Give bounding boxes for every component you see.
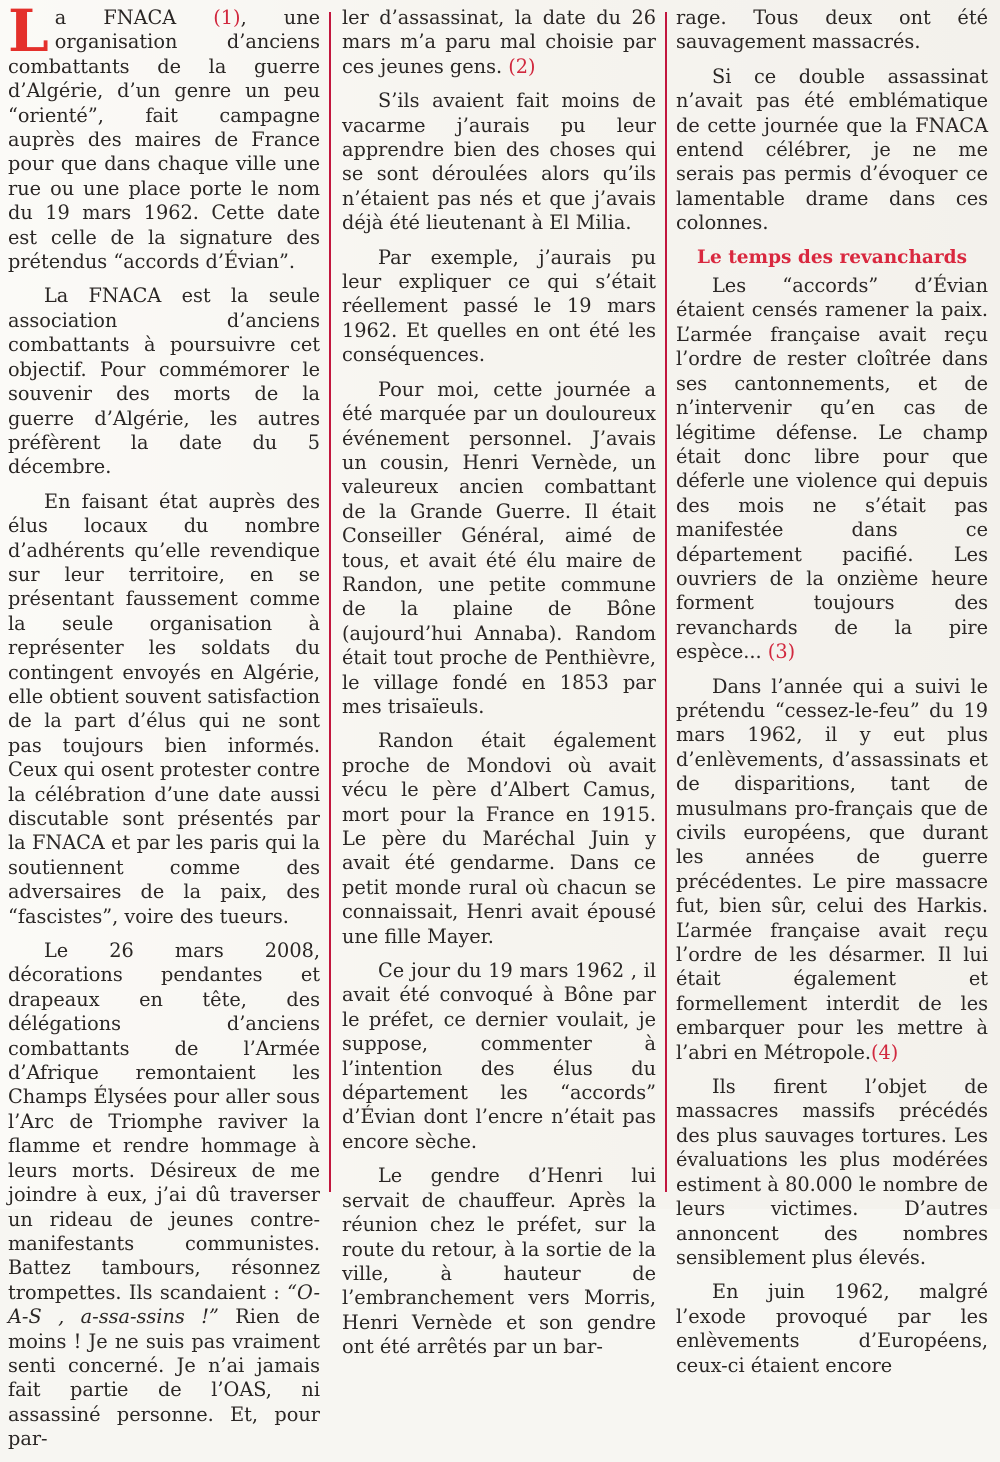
footnote-ref: (3): [767, 640, 796, 664]
paragraph: Ce jour du 19 mars 1962 , il avait été convoqué à Bône par le préfet, ce dernier voulait, je suppose, commenter à l’intention des élus du département les “accords” d’Évian dont l’encre n’était pas encore sèche.: [342, 959, 656, 1153]
article-column-2: [342, 6, 656, 1370]
paragraph: Pour moi, cette journée a été marquée par un douloureux événement personnel. J’avais un cousin, Henri Vernède, un valeureux ancien combattant de la Grande Guerre. Il était Conseiller Général, aimé de tous, et avait été élu maire de Randon, une petite commune de la plaine de Bône (aujourd’hui Annaba). Random était tout proche de Penthièvre, le village fondé en 1853 par mes trisaïeuls.: [342, 377, 656, 718]
article-column-1: [8, 0, 320, 1462]
paragraph: S’ils avaient fait moins de vacarme j’aurais pu leur apprendre bien des choses qui se sont déroulées alors qu’ils n’étaient pas nés et que j’avais déjà été lieutenant à El Milia.: [342, 89, 656, 235]
footnote-ref: (4): [871, 1040, 899, 1064]
footnote-ref: (2): [508, 54, 536, 78]
paragraph: rage. Tous deux ont été sauvagement massacrés.: [676, 6, 988, 54]
paragraph: Les “accords” d’Évian étaient censés ramener la paix. L’armée française avait reçu l’ordre de rester cloîtrée dans ses cantonnements, et de n’intervenir qu’en cas de légitime défense. Le champ était donc libre pour que déferle une violence qui depuis des mois ne s’était pas manifestée dans ce département pacifié. Les ouvriers de la onzième heure forment toujours des revanchards de la pire espèce... (3): [676, 274, 988, 664]
paragraph: Dans l’année qui a suivi le prétendu “cessez-le-feu” du 19 mars 1962, il y eut plus d’enlèvements, d’assassinats et de disparitions, tant de musulmans pro-français que de civils européens, que durant les années de guerre précédentes. Le pire massacre fut, bien sûr, celui des Harkis. L’armée française avait reçu l’ordre de les désarmer. Il lui était également et formellement interdit de les embarquer pour les mettre à l’abri en Métropole.(4): [676, 674, 988, 1064]
paragraph: Par exemple, j’aurais pu leur expliquer ce qui s’était réellement passé le 19 mars 1962. Et quelles en ont été les conséquences.: [342, 245, 656, 367]
drop-cap: L: [8, 0, 49, 65]
paragraph: Randon était également proche de Mondovi où avait vécu le père d’Albert Camus, mort pour la France en 1915. Le père du Maréchal Juin y avait été gendarme. Dans ce petit monde rural où chacun se connaissait, Henri avait épousé une fille Mayer.: [342, 729, 656, 948]
column-divider: [329, 12, 331, 1192]
paragraph: Ils firent l’objet de massacres massifs précédés des plus sauvages tortures. Les évaluations les plus modérées estiment à 80.000 le nombre de leurs victimes. D’autres annoncent des nombres sensiblement plus élevés.: [676, 1075, 988, 1269]
paragraph: Le gendre d’Henri lui servait de chauffeur. Après la réunion chez le préfet, sur la route du retour, à la sortie de la ville, à hauteur de l’embranchement vers Morris, Henri Vernède et son gendre ont été arrêtés par un bar-: [342, 1164, 656, 1359]
paragraph: Si ce double assassinat n’avait pas été emblématique de cette journée que la FNACA entend célébrer, je ne me serais pas permis d’évoquer ce lamentable drame dans ces colonnes.: [676, 64, 988, 235]
paragraph: La FNACA (1), une organisation d’anciens combattants de la guerre d’Algérie, d’un genre un peu “orienté”, fait campagne auprès des maires de France pour que dans chaque ville une rue ou une place porte le nom du 19 mars 1962. Cette date est celle de la signature des prétendus “accords d’Évian”.: [8, 0, 320, 274]
paragraph: En faisant état auprès des élus locaux du nombre d’adhérents qu’elle revendique sur leur territoire, en se présentant faussement comme la seule organisation à représenter les soldats du contingent envoyés en Algérie, elle obtient souvent satisfaction de la part d’élus qui ne sont pas toujours bien informés. Ceux qui osent protester contre la célébration d’une date aussi discutable sont présentés par la FNACA et par les paris qui la soutiennent comme des adversaires de la paix, des “fascistes”, voire des tueurs.: [8, 489, 320, 928]
article-column-3: [676, 6, 988, 1388]
paragraph: ler d’assassinat, la date du 26 mars m’a paru mal choisie par ces jeunes gens. (2): [342, 6, 656, 78]
paragraph: La FNACA est la seule association d’anciens combattants à poursuivre cet objectif. Pour commémorer le souvenir des morts de la guerre d’Algérie, les autres préfèrent la date du 5 décembre.: [8, 284, 320, 479]
paragraph: Le 26 mars 2008, décorations pendantes et drapeaux en tête, des délégations d’anciens combattants de l’Armée d’Afrique remontaient les Champs Élysées pour aller sous l’Arc de Triomphe raviver la flamme et rendre hommage à leurs morts. Désireux de me joindre à eux, j’ai dû traverser un rideau de jeunes contre-manifestants communistes. Battez tambours, résonnez trompettes. Ils scandaient : “O-A-S , a-ssa-ssins !” Rien de moins ! Je ne suis pas vraiment senti concerné. Je n’ai jamais fait partie de l’OAS, ni assassiné personne. Et, pour par-: [8, 939, 320, 1451]
paragraph: En juin 1962, malgré l’exode provoqué par les enlèvements d’Européens, ceux-ci étaient encore: [676, 1280, 988, 1377]
column-divider: [665, 12, 667, 1192]
section-subheading: Le temps des revanchards: [697, 246, 967, 268]
footnote-ref: (1): [213, 6, 241, 29]
quote: “O-A-S , a-ssa-ssins !”: [8, 1280, 320, 1329]
